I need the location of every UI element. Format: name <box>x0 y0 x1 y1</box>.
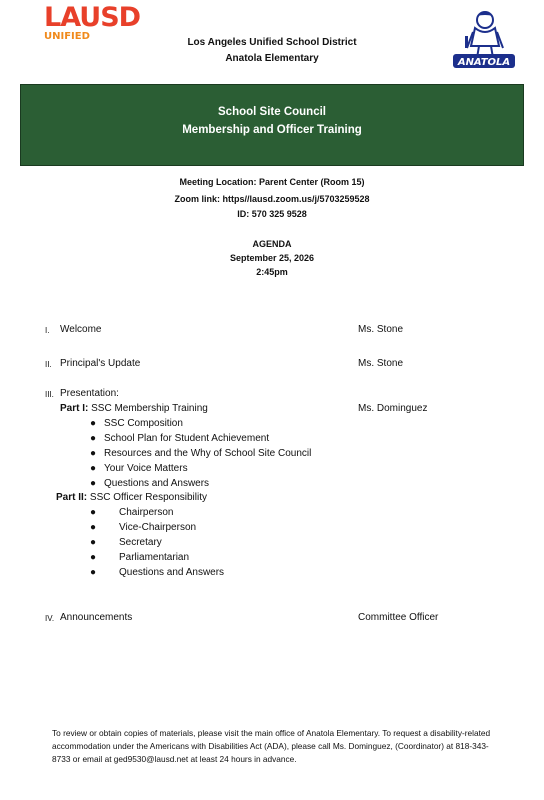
item-label: Announcements <box>60 612 133 623</box>
part1-title: SSC Membership Training <box>91 403 208 414</box>
item-label: Presentation: <box>60 388 119 399</box>
list-item: Vice-Chairperson <box>119 522 197 533</box>
item-presenter: Committee Officer <box>358 612 439 623</box>
list-item: Questions and Answers <box>104 478 210 489</box>
list-item: School Plan for Student Achievement <box>104 433 270 444</box>
item-presenter: Ms. Stone <box>358 324 404 335</box>
district-name: Los Angeles Unified School District <box>187 37 357 48</box>
list-item: Chairperson <box>119 507 174 518</box>
bullet-dot: ● <box>90 537 97 548</box>
bullet-dot: ● <box>90 418 97 429</box>
school-name: Anatola Elementary <box>225 53 319 64</box>
banner-subtitle: Membership and Officer Training <box>182 124 362 136</box>
part1-presenter: Ms. Dominguez <box>358 403 428 414</box>
list-item: Resources and the Why of School Site Council <box>104 448 312 459</box>
item-label: Principal's Update <box>60 358 141 369</box>
title-banner <box>20 84 524 166</box>
item-presenter: Ms. Stone <box>358 358 404 369</box>
zoom-link[interactable]: Zoom link: https//lausd.zoom.us/j/5703259528 <box>174 194 370 204</box>
part1-heading <box>60 403 208 414</box>
agenda-time: 2:45pm <box>256 267 288 277</box>
meeting-id: ID: 570 325 9528 <box>237 209 307 219</box>
bullet-dot: ● <box>90 463 97 474</box>
bullet-dot: ● <box>90 522 97 533</box>
meeting-location: Meeting Location: Parent Center (Room 15) <box>179 177 365 187</box>
list-item: Secretary <box>119 537 162 548</box>
mascot-text: ANATOLA <box>457 57 511 68</box>
item-number: II. <box>45 360 52 369</box>
part2-title: SSC Officer Responsibility <box>89 492 207 503</box>
logo-main-text: LAUSD <box>44 2 141 33</box>
list-item: Your Voice Matters <box>104 463 188 474</box>
bullet-dot: ● <box>90 567 97 578</box>
bullet-dot: ● <box>90 552 97 563</box>
footer-notice: To review or obtain copies of materials, please visit the main office of Anatola Elementary. To request a disability-related accommodation under the Americans with Disabilities Act (ADA), please call Ms. Dominguez, (Coordinator) at 818-343-8733 or email at ged9530@lausd.net at least 24 hours in advance. <box>52 728 491 764</box>
list-item: SSC Composition <box>104 418 183 429</box>
bullet-dot: ● <box>90 507 97 518</box>
part1-prefix: Part I: <box>60 403 89 414</box>
agenda-date: September 25, 2026 <box>229 253 315 263</box>
banner-title: School Site Council <box>218 106 326 118</box>
item-number: IV. <box>45 614 55 623</box>
bullet-dot: ● <box>90 478 97 489</box>
list-item: Parliamentarian <box>119 552 190 563</box>
list-item: Questions and Answers <box>119 567 225 578</box>
logo-sub-text: UNIFIED <box>44 31 90 42</box>
part2-heading <box>56 492 207 503</box>
agenda-title: AGENDA <box>252 239 292 249</box>
bullet-dot: ● <box>90 448 97 459</box>
item-number: III. <box>45 390 54 399</box>
bullet-dot: ● <box>90 433 97 444</box>
item-label: Welcome <box>60 324 102 335</box>
item-number: I. <box>45 326 50 335</box>
part2-prefix: Part II: <box>56 492 88 503</box>
